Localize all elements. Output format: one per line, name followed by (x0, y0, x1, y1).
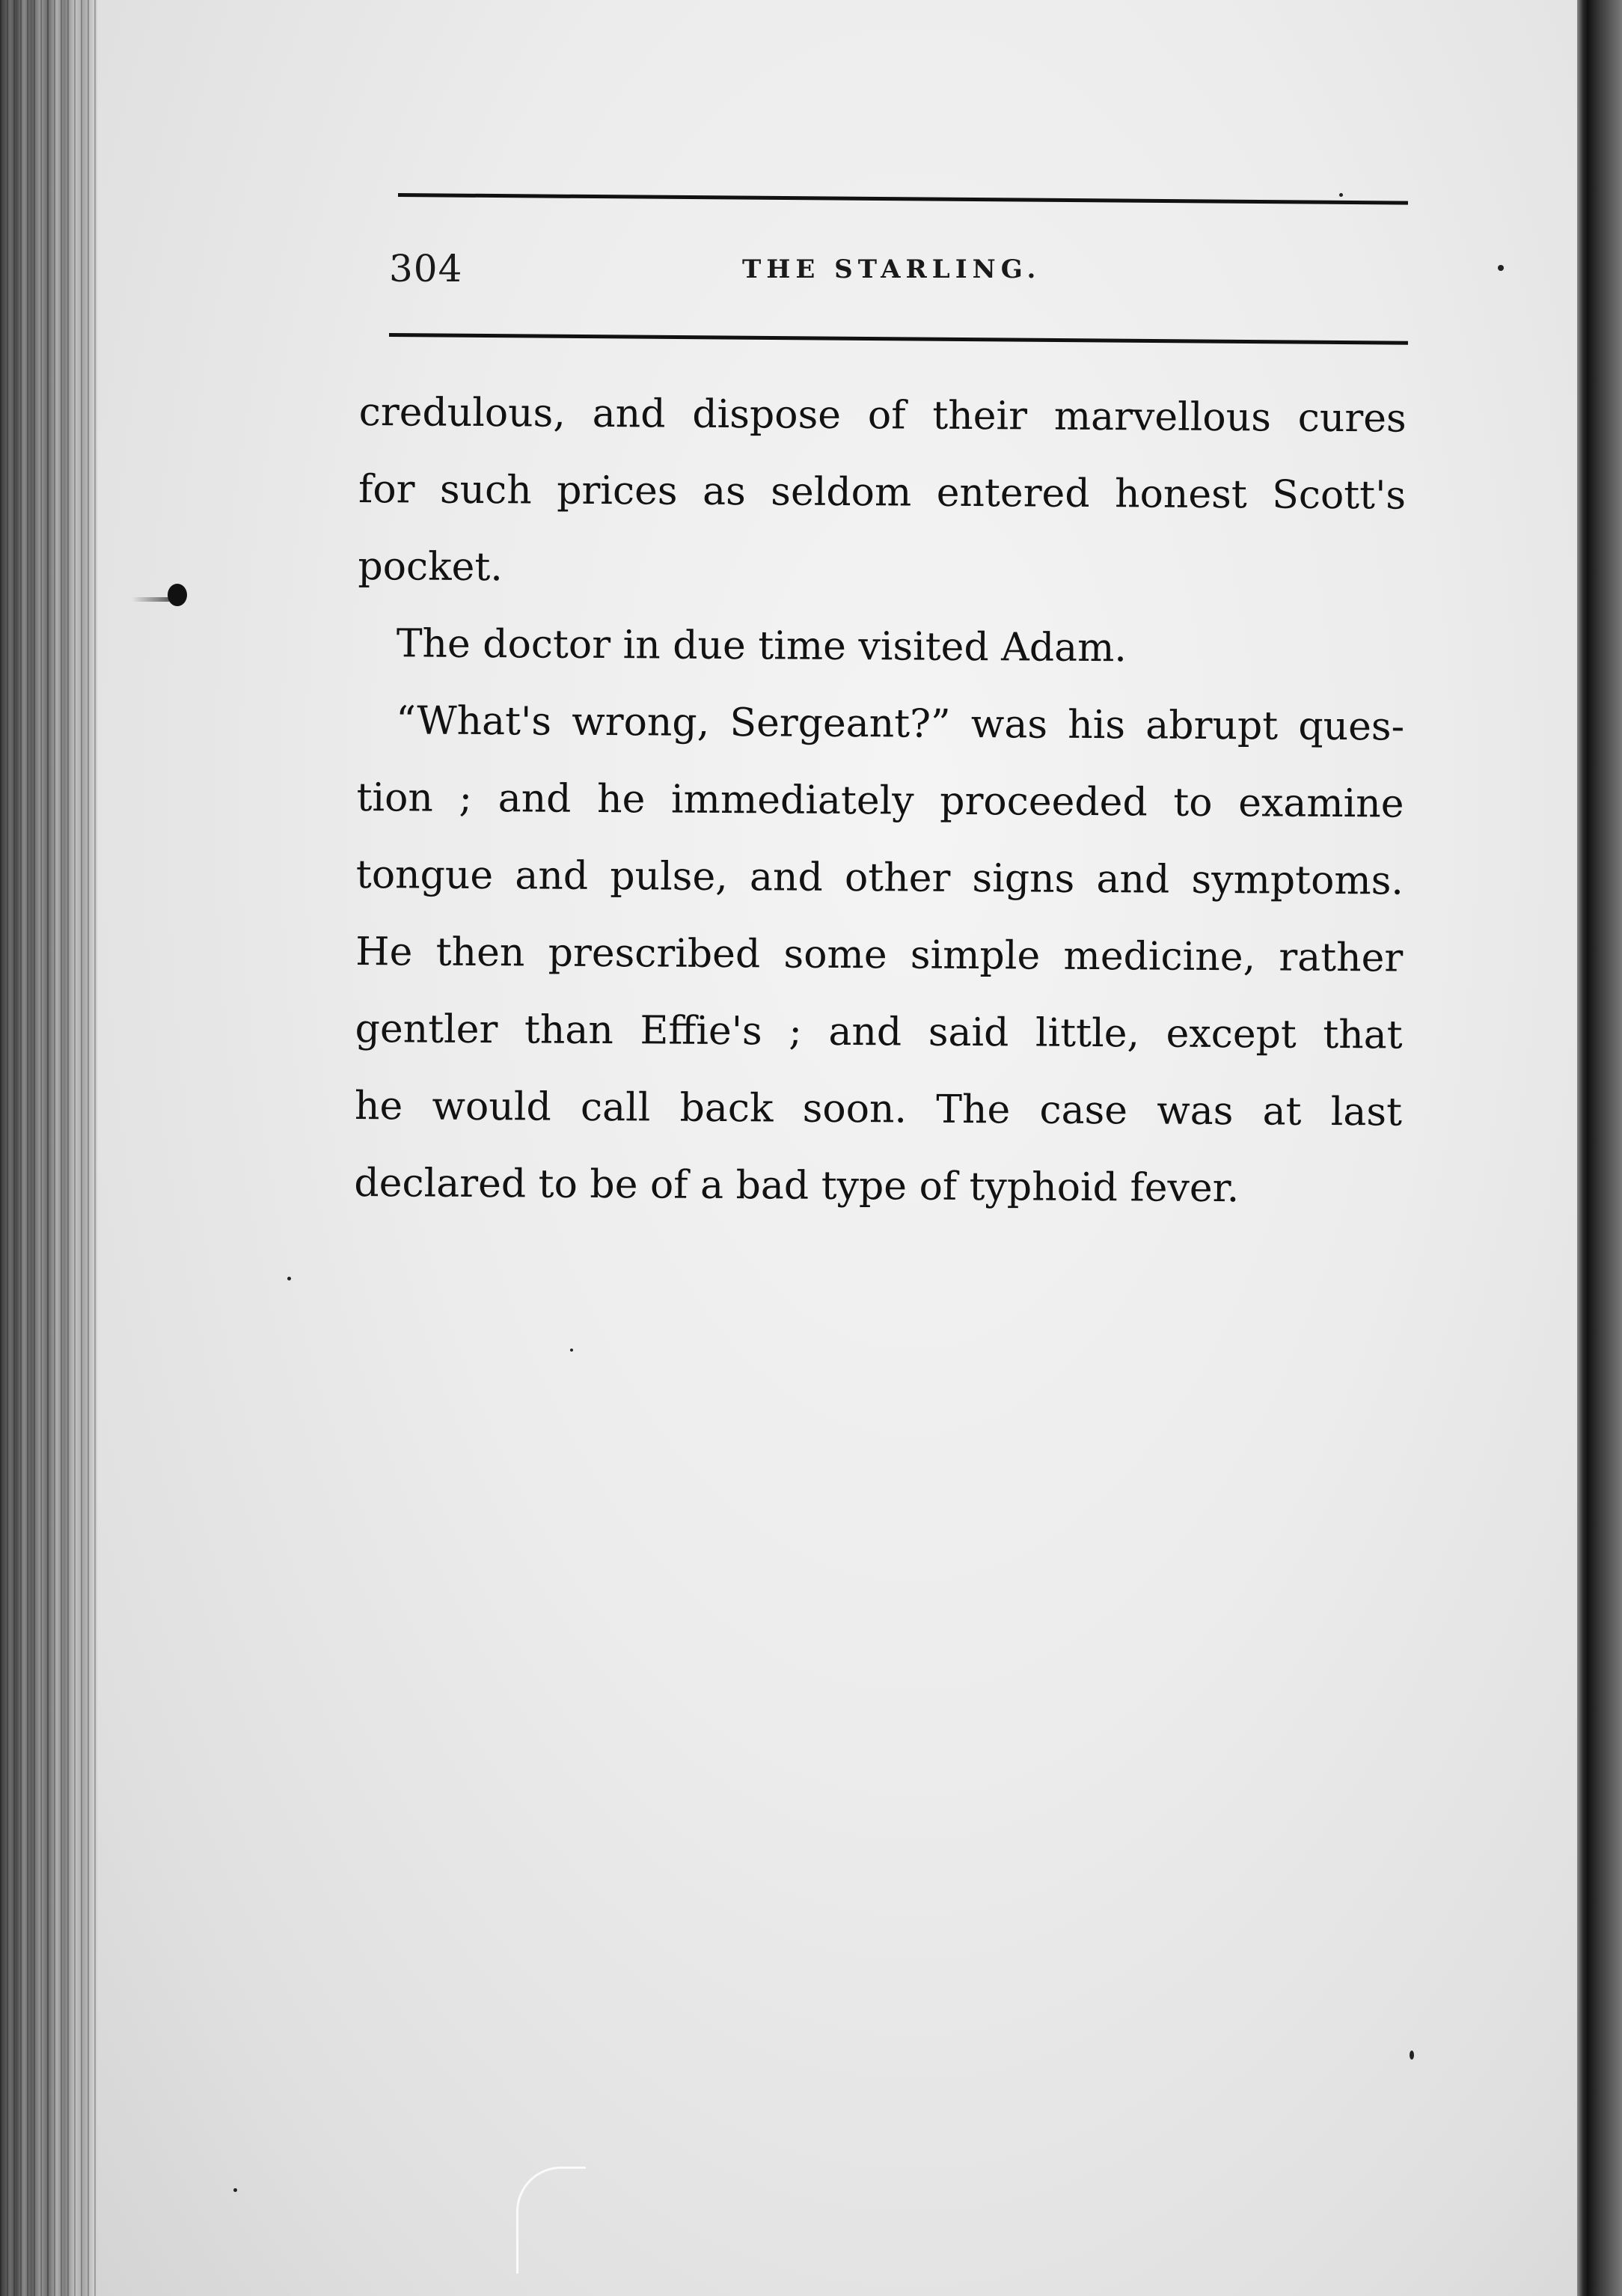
dust-speck (570, 1349, 573, 1352)
text-line: “What's wrong, Sergeant?” was his abrupt ques- (395, 698, 1405, 750)
body-text (354, 374, 1407, 1229)
text-line: tongue and pulse, and other signs and symptoms. (355, 852, 1404, 904)
text-line: declared to be of a bad type of typhoid fever. (354, 1160, 1240, 1212)
dust-speck (1410, 2051, 1414, 2060)
text-line: tion ; and he immediately proceeded to examine (356, 775, 1404, 827)
dust-speck (1339, 193, 1343, 197)
text-line: pocket. (358, 543, 504, 590)
text-line: credulous, and dispose of their marvellous cures (358, 389, 1407, 442)
text-line: gentler than Effie's ; and said little, except that (355, 1006, 1403, 1058)
dust-speck (233, 2188, 237, 2192)
dust-speck (287, 1277, 291, 1280)
ink-blot-smear (132, 597, 171, 602)
text-line: for such prices as seldom entered honest Scott's (358, 466, 1407, 519)
film-scratch (516, 2167, 586, 2274)
page-right-edge (1577, 0, 1622, 2296)
dust-speck (1498, 265, 1504, 271)
page-stack-edges (0, 0, 112, 2296)
text-line: He then prescribed some simple medicine, rather (355, 929, 1404, 981)
page-number: 304 (389, 247, 463, 290)
text-line: he would call back soon. The case was at last (354, 1083, 1403, 1135)
text-line: The doctor in due time visited Adam. (396, 621, 1127, 671)
ink-blot (168, 584, 187, 606)
running-head: THE STARLING. (742, 254, 1041, 284)
